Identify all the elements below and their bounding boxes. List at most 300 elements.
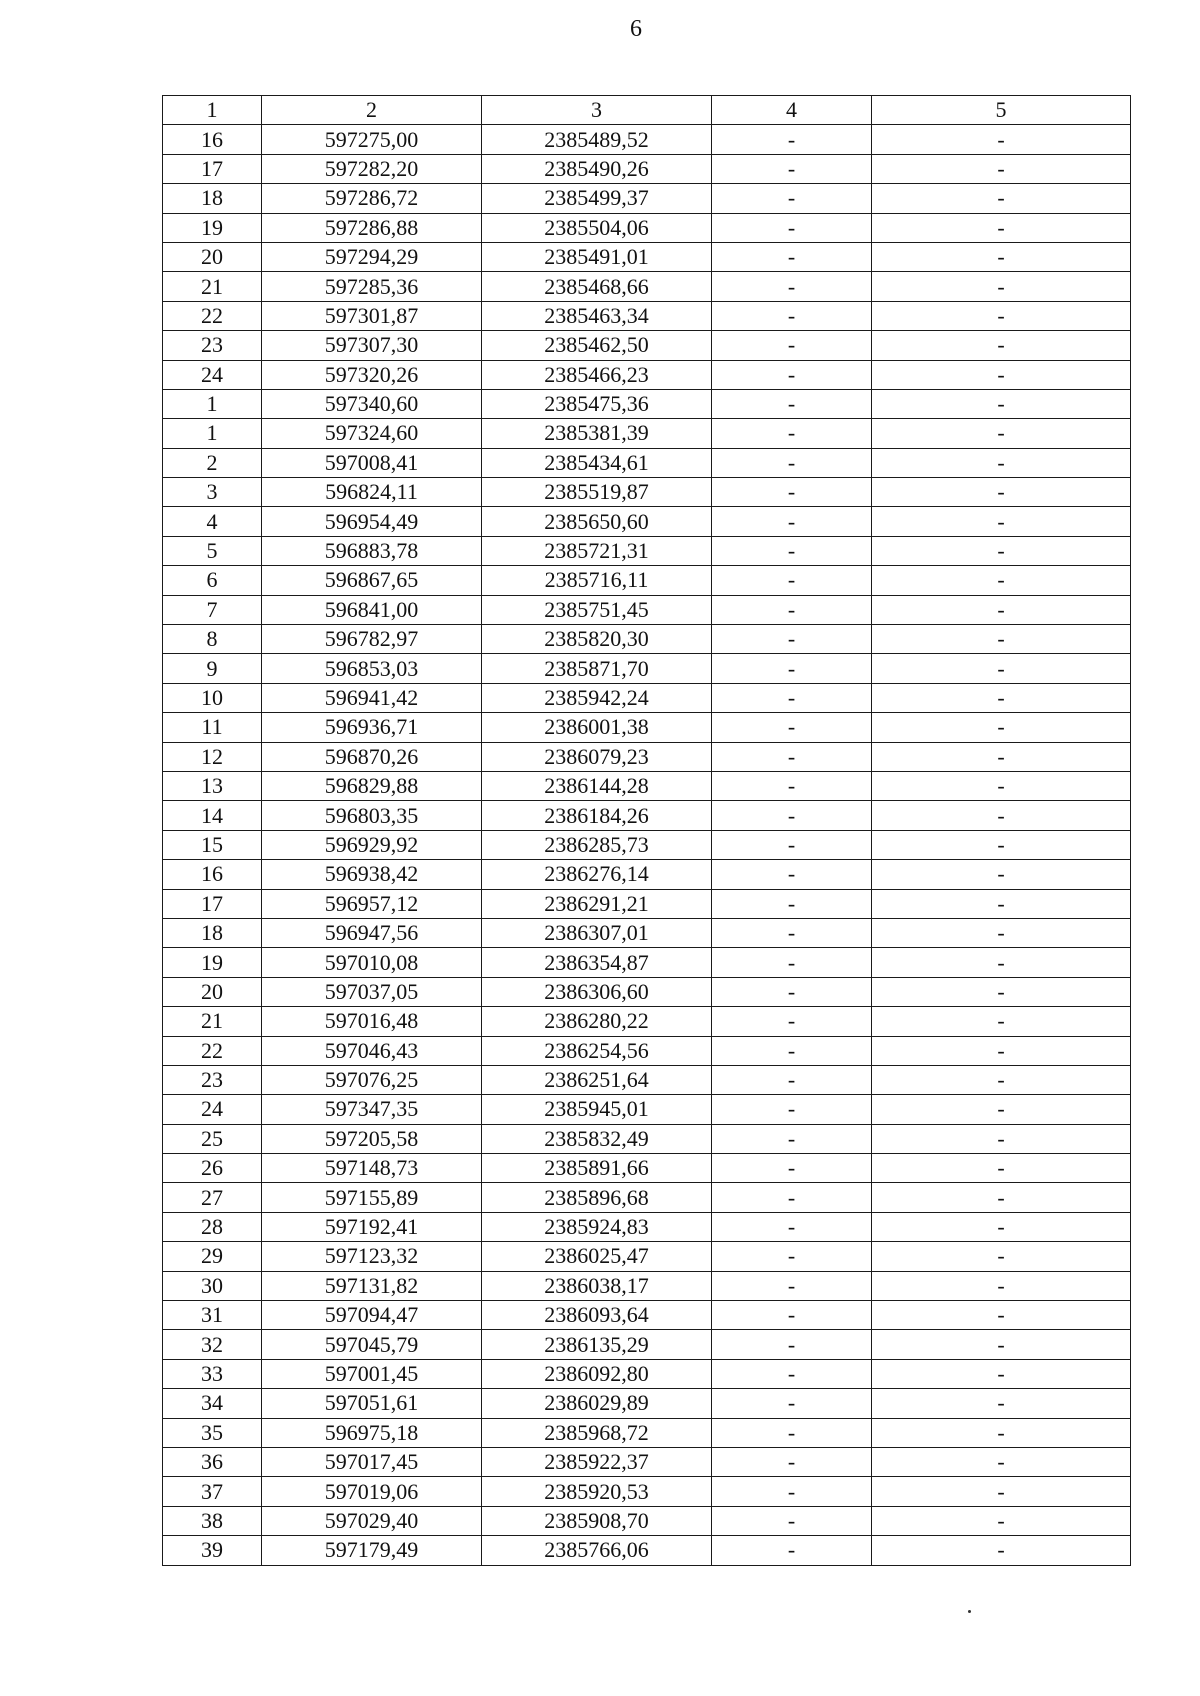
table-cell: 16 xyxy=(163,125,262,154)
table-cell: 597294,29 xyxy=(262,242,482,271)
table-cell: 597324,60 xyxy=(262,419,482,448)
table-cell: 2385491,01 xyxy=(482,242,712,271)
table-cell: 597179,49 xyxy=(262,1536,482,1565)
table-cell: 26 xyxy=(163,1154,262,1183)
table-cell: 597094,47 xyxy=(262,1301,482,1330)
table-row xyxy=(163,1506,1131,1535)
table-cell: 19 xyxy=(163,948,262,977)
table-row xyxy=(163,213,1131,242)
table-cell: 2 xyxy=(163,448,262,477)
table-cell: 2385924,83 xyxy=(482,1212,712,1241)
table-cell: - xyxy=(712,448,872,477)
table-cell: - xyxy=(872,1212,1131,1241)
table-cell: 2386093,64 xyxy=(482,1301,712,1330)
table-cell: 20 xyxy=(163,242,262,271)
table-cell: 596829,88 xyxy=(262,771,482,800)
table-cell: 5 xyxy=(163,536,262,565)
table-row xyxy=(163,507,1131,536)
table-header xyxy=(163,96,1131,125)
table-cell: 39 xyxy=(163,1536,262,1565)
table-row xyxy=(163,1477,1131,1506)
table-cell: 597131,82 xyxy=(262,1271,482,1300)
table-cell: - xyxy=(872,1447,1131,1476)
table-cell: - xyxy=(872,683,1131,712)
table-cell: 2386280,22 xyxy=(482,1007,712,1036)
table-cell: - xyxy=(712,1036,872,1065)
table-cell: 37 xyxy=(163,1477,262,1506)
table-cell: - xyxy=(712,1477,872,1506)
table-cell: - xyxy=(872,948,1131,977)
table-cell: - xyxy=(872,1418,1131,1447)
table-cell: - xyxy=(712,1007,872,1036)
table-cell: - xyxy=(712,507,872,536)
table-cell: - xyxy=(872,830,1131,859)
table-cell: 2385462,50 xyxy=(482,331,712,360)
scan-speck xyxy=(968,1610,971,1613)
table-cell: 596841,00 xyxy=(262,595,482,624)
table-cell: - xyxy=(712,419,872,448)
table-row xyxy=(163,1007,1131,1036)
table-cell: 597123,32 xyxy=(262,1242,482,1271)
table-cell: - xyxy=(712,1154,872,1183)
table-cell: 597001,45 xyxy=(262,1359,482,1388)
table-cell: - xyxy=(872,1065,1131,1094)
table-cell: 19 xyxy=(163,213,262,242)
table-row xyxy=(163,566,1131,595)
table-row xyxy=(163,625,1131,654)
table-cell: 32 xyxy=(163,1330,262,1359)
table-cell: - xyxy=(872,1183,1131,1212)
table-row xyxy=(163,1154,1131,1183)
table-cell: - xyxy=(872,1036,1131,1065)
table-cell: - xyxy=(712,771,872,800)
table-cell: 2385945,01 xyxy=(482,1095,712,1124)
table-row xyxy=(163,1183,1131,1212)
table-cell: - xyxy=(712,595,872,624)
table-cell: 35 xyxy=(163,1418,262,1447)
table-cell: 596824,11 xyxy=(262,478,482,507)
table-row xyxy=(163,184,1131,213)
table-cell: 597076,25 xyxy=(262,1065,482,1094)
table-cell: - xyxy=(712,742,872,771)
table-cell: 2386306,60 xyxy=(482,977,712,1006)
table-cell: 16 xyxy=(163,860,262,889)
table-cell: 23 xyxy=(163,331,262,360)
table-cell: - xyxy=(872,507,1131,536)
table-cell: 2385751,45 xyxy=(482,595,712,624)
table-cell: 2385650,60 xyxy=(482,507,712,536)
table-cell: 597282,20 xyxy=(262,154,482,183)
table-cell: - xyxy=(712,242,872,271)
table-cell: 2386307,01 xyxy=(482,918,712,947)
table-cell: 597205,58 xyxy=(262,1124,482,1153)
table-row xyxy=(163,742,1131,771)
table-cell: - xyxy=(712,1271,872,1300)
table-cell: - xyxy=(872,331,1131,360)
table-row xyxy=(163,860,1131,889)
table-cell: 597301,87 xyxy=(262,301,482,330)
table-row xyxy=(163,1418,1131,1447)
table-row xyxy=(163,1036,1131,1065)
table-cell: 2385820,30 xyxy=(482,625,712,654)
column-header: 4 xyxy=(712,96,872,125)
table-cell: 2385468,66 xyxy=(482,272,712,301)
table-cell: 2386276,14 xyxy=(482,860,712,889)
table-cell: 597046,43 xyxy=(262,1036,482,1065)
table-cell: - xyxy=(872,1301,1131,1330)
table-cell: - xyxy=(872,1242,1131,1271)
table-cell: - xyxy=(872,713,1131,742)
table-cell: 2385942,24 xyxy=(482,683,712,712)
table-cell: 38 xyxy=(163,1506,262,1535)
table-cell: 7 xyxy=(163,595,262,624)
table-cell: 2385908,70 xyxy=(482,1506,712,1535)
table-row xyxy=(163,801,1131,830)
table-cell: 2386001,38 xyxy=(482,713,712,742)
table-cell: - xyxy=(712,860,872,889)
table-cell: 21 xyxy=(163,1007,262,1036)
table-cell: - xyxy=(712,830,872,859)
table-cell: 11 xyxy=(163,713,262,742)
table-cell: - xyxy=(712,713,872,742)
table-row xyxy=(163,1242,1131,1271)
table-cell: 24 xyxy=(163,360,262,389)
table-cell: 34 xyxy=(163,1389,262,1418)
table-cell: 597045,79 xyxy=(262,1330,482,1359)
table-cell: - xyxy=(712,1359,872,1388)
table-row xyxy=(163,1536,1131,1565)
header-row xyxy=(163,96,1131,125)
table-cell: - xyxy=(872,889,1131,918)
table-cell: - xyxy=(712,1301,872,1330)
table-cell: - xyxy=(712,948,872,977)
table-cell: - xyxy=(712,1506,872,1535)
table-cell: - xyxy=(872,1007,1131,1036)
table-cell: - xyxy=(872,360,1131,389)
table-cell: - xyxy=(712,478,872,507)
table-cell: 596803,35 xyxy=(262,801,482,830)
table-row xyxy=(163,272,1131,301)
table-cell: - xyxy=(872,1506,1131,1535)
table-row xyxy=(163,448,1131,477)
table-cell: - xyxy=(872,801,1131,830)
table-cell: 1 xyxy=(163,389,262,418)
table-cell: - xyxy=(872,1271,1131,1300)
table-cell: 23 xyxy=(163,1065,262,1094)
table-cell: - xyxy=(712,1536,872,1565)
table-cell: - xyxy=(872,654,1131,683)
table-cell: 2385968,72 xyxy=(482,1418,712,1447)
table-row xyxy=(163,419,1131,448)
table-cell: 596853,03 xyxy=(262,654,482,683)
table-cell: - xyxy=(712,184,872,213)
column-header: 5 xyxy=(872,96,1131,125)
table-row xyxy=(163,1359,1131,1388)
table-cell: 2385832,49 xyxy=(482,1124,712,1153)
table-cell: 12 xyxy=(163,742,262,771)
table-cell: - xyxy=(872,625,1131,654)
table-cell: - xyxy=(872,1095,1131,1124)
table-cell: 3 xyxy=(163,478,262,507)
table-cell: 597340,60 xyxy=(262,389,482,418)
table-cell: - xyxy=(872,771,1131,800)
table-cell: - xyxy=(872,566,1131,595)
table-cell: - xyxy=(712,654,872,683)
table-cell: - xyxy=(872,1124,1131,1153)
table-body xyxy=(163,125,1131,1565)
table-cell: 596936,71 xyxy=(262,713,482,742)
table-cell: 2385896,68 xyxy=(482,1183,712,1212)
table-cell: - xyxy=(712,801,872,830)
table-cell: - xyxy=(712,1330,872,1359)
table-cell: 17 xyxy=(163,889,262,918)
table-cell: 597008,41 xyxy=(262,448,482,477)
table-row xyxy=(163,536,1131,565)
table-cell: 2385504,06 xyxy=(482,213,712,242)
table-cell: 2385489,52 xyxy=(482,125,712,154)
table-cell: 597148,73 xyxy=(262,1154,482,1183)
table-cell: - xyxy=(872,242,1131,271)
table-cell: 2385721,31 xyxy=(482,536,712,565)
table-cell: 1 xyxy=(163,419,262,448)
table-cell: - xyxy=(872,154,1131,183)
table-cell: - xyxy=(712,360,872,389)
table-cell: - xyxy=(872,389,1131,418)
table-cell: 597016,48 xyxy=(262,1007,482,1036)
page-number: 6 xyxy=(630,16,642,42)
table-cell: - xyxy=(712,1124,872,1153)
table-row xyxy=(163,154,1131,183)
table-cell: 2385871,70 xyxy=(482,654,712,683)
table-cell: 18 xyxy=(163,184,262,213)
table-cell: - xyxy=(872,1330,1131,1359)
table-row xyxy=(163,1389,1131,1418)
table-cell: 2385766,06 xyxy=(482,1536,712,1565)
table-cell: 2386038,17 xyxy=(482,1271,712,1300)
table-cell: - xyxy=(872,536,1131,565)
table-cell: 596870,26 xyxy=(262,742,482,771)
table-cell: 596957,12 xyxy=(262,889,482,918)
table-row xyxy=(163,1212,1131,1241)
table-cell: - xyxy=(712,1065,872,1094)
table-cell: 597155,89 xyxy=(262,1183,482,1212)
table-row xyxy=(163,977,1131,1006)
table-cell: 2386251,64 xyxy=(482,1065,712,1094)
table-cell: 2385922,37 xyxy=(482,1447,712,1476)
table-row xyxy=(163,331,1131,360)
table-row xyxy=(163,301,1131,330)
table-cell: - xyxy=(872,977,1131,1006)
table-cell: 9 xyxy=(163,654,262,683)
table-row xyxy=(163,1124,1131,1153)
table-row xyxy=(163,478,1131,507)
table-row xyxy=(163,1301,1131,1330)
table-cell: - xyxy=(712,1447,872,1476)
table-row xyxy=(163,125,1131,154)
table-cell: 27 xyxy=(163,1183,262,1212)
table-cell: - xyxy=(712,272,872,301)
table-cell: - xyxy=(872,1477,1131,1506)
table-cell: 596941,42 xyxy=(262,683,482,712)
table-cell: - xyxy=(712,977,872,1006)
table-cell: 2385891,66 xyxy=(482,1154,712,1183)
table-cell: 597286,72 xyxy=(262,184,482,213)
table-row xyxy=(163,389,1131,418)
column-header: 3 xyxy=(482,96,712,125)
table-row xyxy=(163,713,1131,742)
table-cell: 2386184,26 xyxy=(482,801,712,830)
column-header: 1 xyxy=(163,96,262,125)
table-cell: - xyxy=(712,301,872,330)
table-cell: 29 xyxy=(163,1242,262,1271)
column-header: 2 xyxy=(262,96,482,125)
table-cell: 2386354,87 xyxy=(482,948,712,977)
table-cell: - xyxy=(712,389,872,418)
table-cell: - xyxy=(712,1183,872,1212)
table-cell: - xyxy=(712,683,872,712)
table-cell: 6 xyxy=(163,566,262,595)
table-cell: 2385475,36 xyxy=(482,389,712,418)
table-cell: 597320,26 xyxy=(262,360,482,389)
table-cell: 18 xyxy=(163,918,262,947)
table-cell: 2386135,29 xyxy=(482,1330,712,1359)
table-cell: 597019,06 xyxy=(262,1477,482,1506)
table-row xyxy=(163,360,1131,389)
table-cell: - xyxy=(712,566,872,595)
table-cell: - xyxy=(712,536,872,565)
table-cell: 597037,05 xyxy=(262,977,482,1006)
table-row xyxy=(163,918,1131,947)
table-cell: 597347,35 xyxy=(262,1095,482,1124)
table-cell: 2386291,21 xyxy=(482,889,712,918)
table-cell: 597192,41 xyxy=(262,1212,482,1241)
table-row xyxy=(163,830,1131,859)
table-cell: - xyxy=(872,1389,1131,1418)
table-cell: - xyxy=(872,1536,1131,1565)
table-cell: - xyxy=(872,918,1131,947)
table-cell: 2386092,80 xyxy=(482,1359,712,1388)
table-cell: - xyxy=(872,1154,1131,1183)
table-cell: 28 xyxy=(163,1212,262,1241)
table-cell: 2386285,73 xyxy=(482,830,712,859)
table-row xyxy=(163,889,1131,918)
table-cell: 2385381,39 xyxy=(482,419,712,448)
table-cell: - xyxy=(712,918,872,947)
table-cell: 596883,78 xyxy=(262,536,482,565)
table-cell: - xyxy=(872,184,1131,213)
table-row xyxy=(163,654,1131,683)
table-cell: 30 xyxy=(163,1271,262,1300)
table-cell: 2385490,26 xyxy=(482,154,712,183)
table-cell: 13 xyxy=(163,771,262,800)
table-row xyxy=(163,595,1131,624)
table-cell: 597010,08 xyxy=(262,948,482,977)
table-row xyxy=(163,242,1131,271)
table-cell: 2386025,47 xyxy=(482,1242,712,1271)
table-cell: 4 xyxy=(163,507,262,536)
table-cell: - xyxy=(872,478,1131,507)
table-cell: - xyxy=(872,448,1131,477)
table-cell: - xyxy=(712,1095,872,1124)
table-cell: - xyxy=(712,154,872,183)
table-cell: 20 xyxy=(163,977,262,1006)
table-row xyxy=(163,771,1131,800)
table-cell: - xyxy=(872,213,1131,242)
table-cell: 2385716,11 xyxy=(482,566,712,595)
table-cell: 14 xyxy=(163,801,262,830)
table-cell: - xyxy=(712,1212,872,1241)
table-cell: 596938,42 xyxy=(262,860,482,889)
table-cell: 2385463,34 xyxy=(482,301,712,330)
table-cell: - xyxy=(872,419,1131,448)
table-cell: - xyxy=(712,331,872,360)
table-cell: 2386144,28 xyxy=(482,771,712,800)
table-cell: 597307,30 xyxy=(262,331,482,360)
table-cell: 2386029,89 xyxy=(482,1389,712,1418)
table-cell: - xyxy=(872,860,1131,889)
table-cell: 15 xyxy=(163,830,262,859)
table-cell: 2386079,23 xyxy=(482,742,712,771)
table-cell: 17 xyxy=(163,154,262,183)
table-cell: - xyxy=(872,595,1131,624)
table-row xyxy=(163,1447,1131,1476)
table-cell: 596867,65 xyxy=(262,566,482,595)
table-cell: 2385466,23 xyxy=(482,360,712,389)
table-cell: 596947,56 xyxy=(262,918,482,947)
table-row xyxy=(163,1065,1131,1094)
table-row xyxy=(163,948,1131,977)
table-cell: 22 xyxy=(163,301,262,330)
table-row xyxy=(163,1095,1131,1124)
table-cell: 2386254,56 xyxy=(482,1036,712,1065)
table-cell: - xyxy=(712,1242,872,1271)
table-cell: 2385519,87 xyxy=(482,478,712,507)
table-cell: 597275,00 xyxy=(262,125,482,154)
table-cell: 597286,88 xyxy=(262,213,482,242)
table-cell: - xyxy=(712,625,872,654)
table-cell: 597029,40 xyxy=(262,1506,482,1535)
table-cell: - xyxy=(872,272,1131,301)
table-cell: 597051,61 xyxy=(262,1389,482,1418)
table-cell: - xyxy=(872,742,1131,771)
table-cell: - xyxy=(712,889,872,918)
table-cell: 10 xyxy=(163,683,262,712)
table-cell: 24 xyxy=(163,1095,262,1124)
table-cell: - xyxy=(872,301,1131,330)
table-cell: 596782,97 xyxy=(262,625,482,654)
table-row xyxy=(163,1271,1131,1300)
table-cell: 596954,49 xyxy=(262,507,482,536)
table-cell: 8 xyxy=(163,625,262,654)
table-cell: 31 xyxy=(163,1301,262,1330)
table-cell: 2385434,61 xyxy=(482,448,712,477)
table-cell: 33 xyxy=(163,1359,262,1388)
table-cell: 25 xyxy=(163,1124,262,1153)
table-cell: - xyxy=(712,213,872,242)
table-cell: 36 xyxy=(163,1447,262,1476)
table-cell: 22 xyxy=(163,1036,262,1065)
table-cell: 2385920,53 xyxy=(482,1477,712,1506)
table-cell: - xyxy=(712,1418,872,1447)
table-cell: - xyxy=(712,125,872,154)
table-cell: - xyxy=(712,1389,872,1418)
table-cell: - xyxy=(872,1359,1131,1388)
table-cell: 596929,92 xyxy=(262,830,482,859)
coordinates-table xyxy=(162,95,1131,1566)
table-cell: 597285,36 xyxy=(262,272,482,301)
table-cell: 596975,18 xyxy=(262,1418,482,1447)
table-cell: - xyxy=(872,125,1131,154)
